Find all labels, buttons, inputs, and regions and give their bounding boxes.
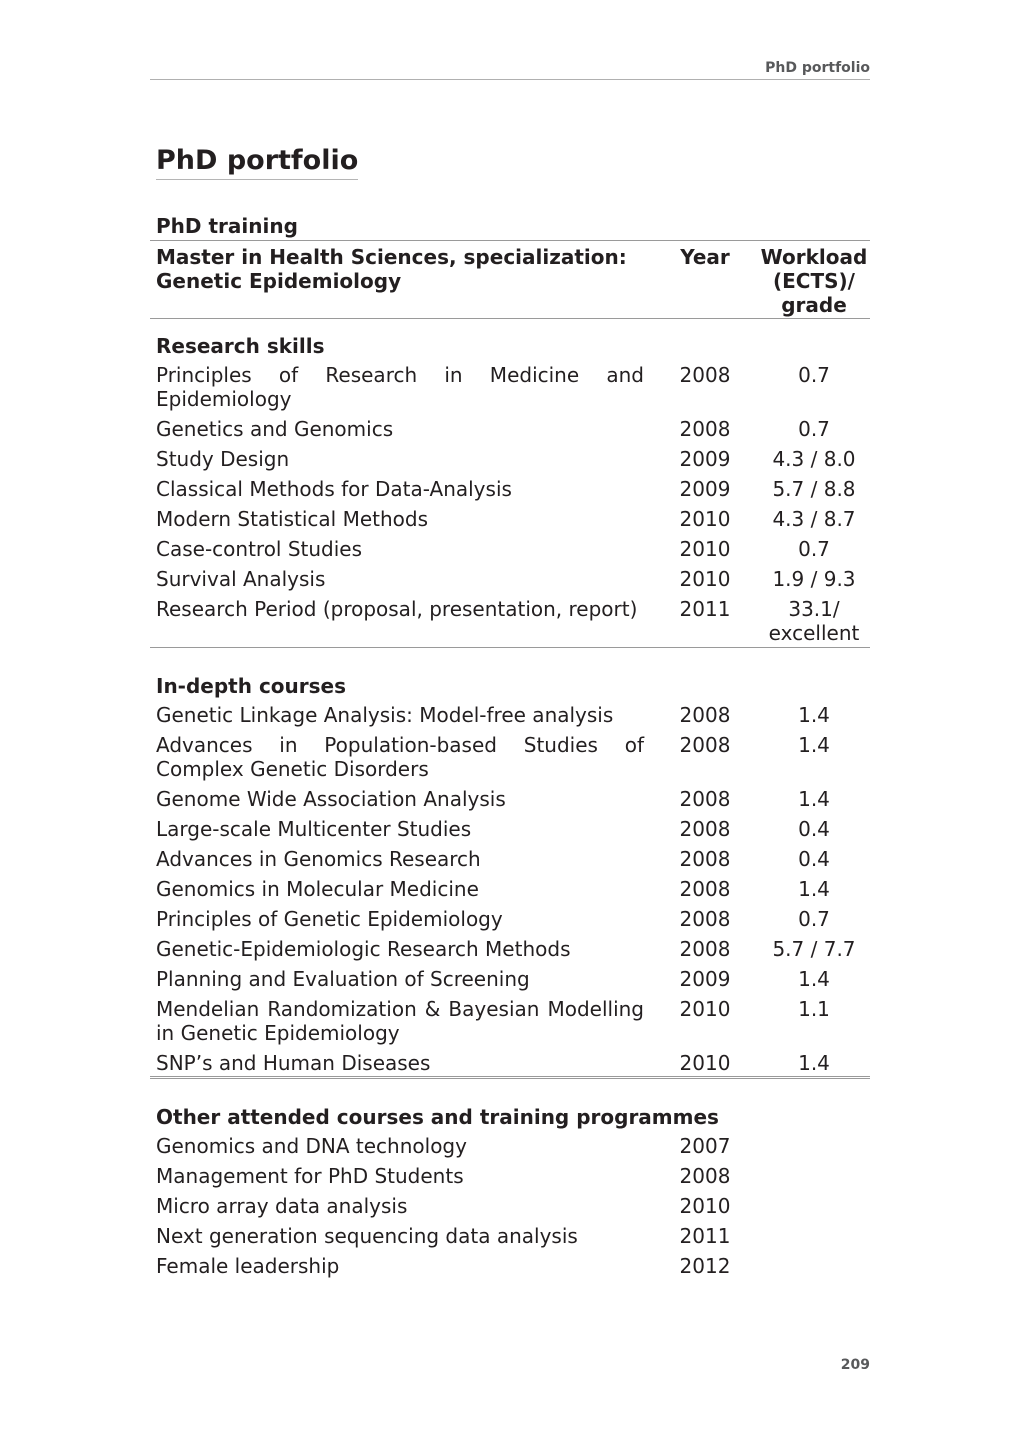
course-name: Genomics and DNA technology — [156, 1134, 467, 1158]
course-name: SNP’s and Human Diseases — [150, 1048, 652, 1078]
table-row — [150, 1131, 870, 1161]
course-name: Survival Analysis — [156, 567, 326, 591]
table-row — [150, 844, 870, 874]
table-row — [150, 994, 870, 1048]
table-row — [150, 594, 870, 648]
course-name: Genomics in Molecular Medicine — [156, 877, 479, 901]
course-year: 2008 — [679, 817, 731, 841]
course-name: Management for PhD Students — [156, 1164, 464, 1188]
course-workload: 1.4 — [798, 787, 830, 811]
section-title: Research skills — [156, 334, 325, 358]
course-name: Mendelian Randomization & Bayesian Modelling in Genetic Epidemiology — [156, 997, 644, 1045]
table-row — [150, 444, 870, 474]
course-workload: 0.7 — [798, 537, 830, 561]
table-row — [150, 564, 870, 594]
table-row — [150, 360, 870, 414]
section-title: In-depth courses — [156, 674, 347, 698]
course-name: Genetic-Epidemiologic Research Methods — [156, 937, 571, 961]
header-course: Master in Health Sciences, specialization: Genetic Epidemiology — [156, 245, 627, 293]
course-year: 2010 — [679, 507, 731, 531]
course-workload: 0.7 — [798, 417, 830, 441]
course-year: 2008 — [679, 363, 731, 387]
section-header-research-skills — [150, 319, 870, 361]
running-header: PhD portfolio — [150, 60, 870, 80]
course-name: Female leadership — [156, 1254, 340, 1278]
table-row — [150, 414, 870, 444]
section-header-in-depth-courses — [150, 648, 870, 701]
course-year: 2012 — [679, 1254, 731, 1278]
course-workload: 5.7 / 8.8 — [772, 477, 856, 501]
portfolio-table — [150, 240, 870, 1281]
course-year: 2008 — [679, 1164, 731, 1188]
course-year: 2011 — [652, 594, 758, 648]
section-header-other-courses — [150, 1078, 870, 1132]
portfolio-content — [150, 214, 870, 1281]
course-workload: 1.4 — [798, 967, 830, 991]
course-workload: 4.3 / 8.0 — [772, 447, 856, 471]
page-title: PhD portfolio — [156, 144, 358, 180]
course-year: 2008 — [679, 907, 731, 931]
course-year: 2010 — [652, 1048, 758, 1078]
course-workload: 1.4 — [758, 1048, 870, 1078]
table-row — [150, 1161, 870, 1191]
course-year: 2007 — [679, 1134, 731, 1158]
course-workload: 1.1 — [798, 997, 830, 1021]
course-workload: 4.3 / 8.7 — [772, 507, 856, 531]
course-workload: 1.4 — [798, 703, 830, 727]
course-year: 2009 — [679, 447, 731, 471]
table-row — [150, 730, 870, 784]
table-row — [150, 1048, 870, 1078]
course-name: Advances in Genomics Research — [156, 847, 481, 871]
course-name: Micro array data analysis — [156, 1194, 408, 1218]
course-year: 2009 — [679, 967, 731, 991]
course-year: 2008 — [679, 703, 731, 727]
course-year: 2008 — [679, 787, 731, 811]
course-workload: 33.1/ excellent — [758, 594, 870, 648]
course-name: Genome Wide Association Analysis — [156, 787, 506, 811]
table-row — [150, 904, 870, 934]
course-workload: 0.4 — [798, 817, 830, 841]
table-row — [150, 784, 870, 814]
table-row — [150, 700, 870, 730]
course-name: Classical Methods for Data-Analysis — [156, 477, 512, 501]
table-row — [150, 934, 870, 964]
table-row — [150, 534, 870, 564]
course-name: Genetic Linkage Analysis: Model-free analysis — [156, 703, 614, 727]
table-row — [150, 504, 870, 534]
section-title: Other attended courses and training programmes — [156, 1105, 719, 1129]
course-workload: 0.7 — [798, 907, 830, 931]
header-workload: Workload (ECTS)/ grade — [760, 245, 868, 317]
course-name: Principles of Genetic Epidemiology — [156, 907, 503, 931]
table-row — [150, 874, 870, 904]
course-workload: 0.4 — [798, 847, 830, 871]
table-row — [150, 1251, 870, 1281]
table-row — [150, 1191, 870, 1221]
table-row — [150, 1221, 870, 1251]
table-row — [150, 964, 870, 994]
course-year: 2009 — [679, 477, 731, 501]
course-workload: 1.4 — [798, 877, 830, 901]
course-name: Study Design — [156, 447, 290, 471]
course-name: Next generation sequencing data analysis — [156, 1224, 578, 1248]
course-name: Planning and Evaluation of Screening — [156, 967, 530, 991]
course-workload: 1.4 — [798, 733, 830, 757]
course-name: Advances in Population-based Studies of Complex Genetic Disorders — [156, 733, 644, 781]
course-year: 2008 — [679, 847, 731, 871]
table-row — [150, 474, 870, 504]
course-name: Case-control Studies — [156, 537, 363, 561]
table-header-row — [150, 241, 870, 319]
course-name: Genetics and Genomics — [156, 417, 394, 441]
header-year: Year — [680, 245, 730, 269]
course-year: 2011 — [679, 1224, 731, 1248]
course-name: Modern Statistical Methods — [156, 507, 429, 531]
course-workload: 5.7 / 7.7 — [772, 937, 856, 961]
course-year: 2010 — [679, 997, 731, 1021]
training-label: PhD training — [156, 214, 298, 238]
course-year: 2008 — [679, 733, 731, 757]
course-workload: 1.9 / 9.3 — [772, 567, 856, 591]
course-year: 2010 — [679, 567, 731, 591]
course-name: Principles of Research in Medicine and Epidemiology — [156, 363, 644, 411]
course-year: 2010 — [679, 1194, 731, 1218]
course-year: 2008 — [679, 417, 731, 441]
course-year: 2008 — [679, 937, 731, 961]
course-name: Research Period (proposal, presentation, report) — [150, 594, 652, 648]
page-number: 209 — [840, 1357, 870, 1373]
table-row — [150, 814, 870, 844]
course-year: 2010 — [679, 537, 731, 561]
course-name: Large-scale Multicenter Studies — [156, 817, 472, 841]
course-workload: 0.7 — [798, 363, 830, 387]
course-year: 2008 — [679, 877, 731, 901]
